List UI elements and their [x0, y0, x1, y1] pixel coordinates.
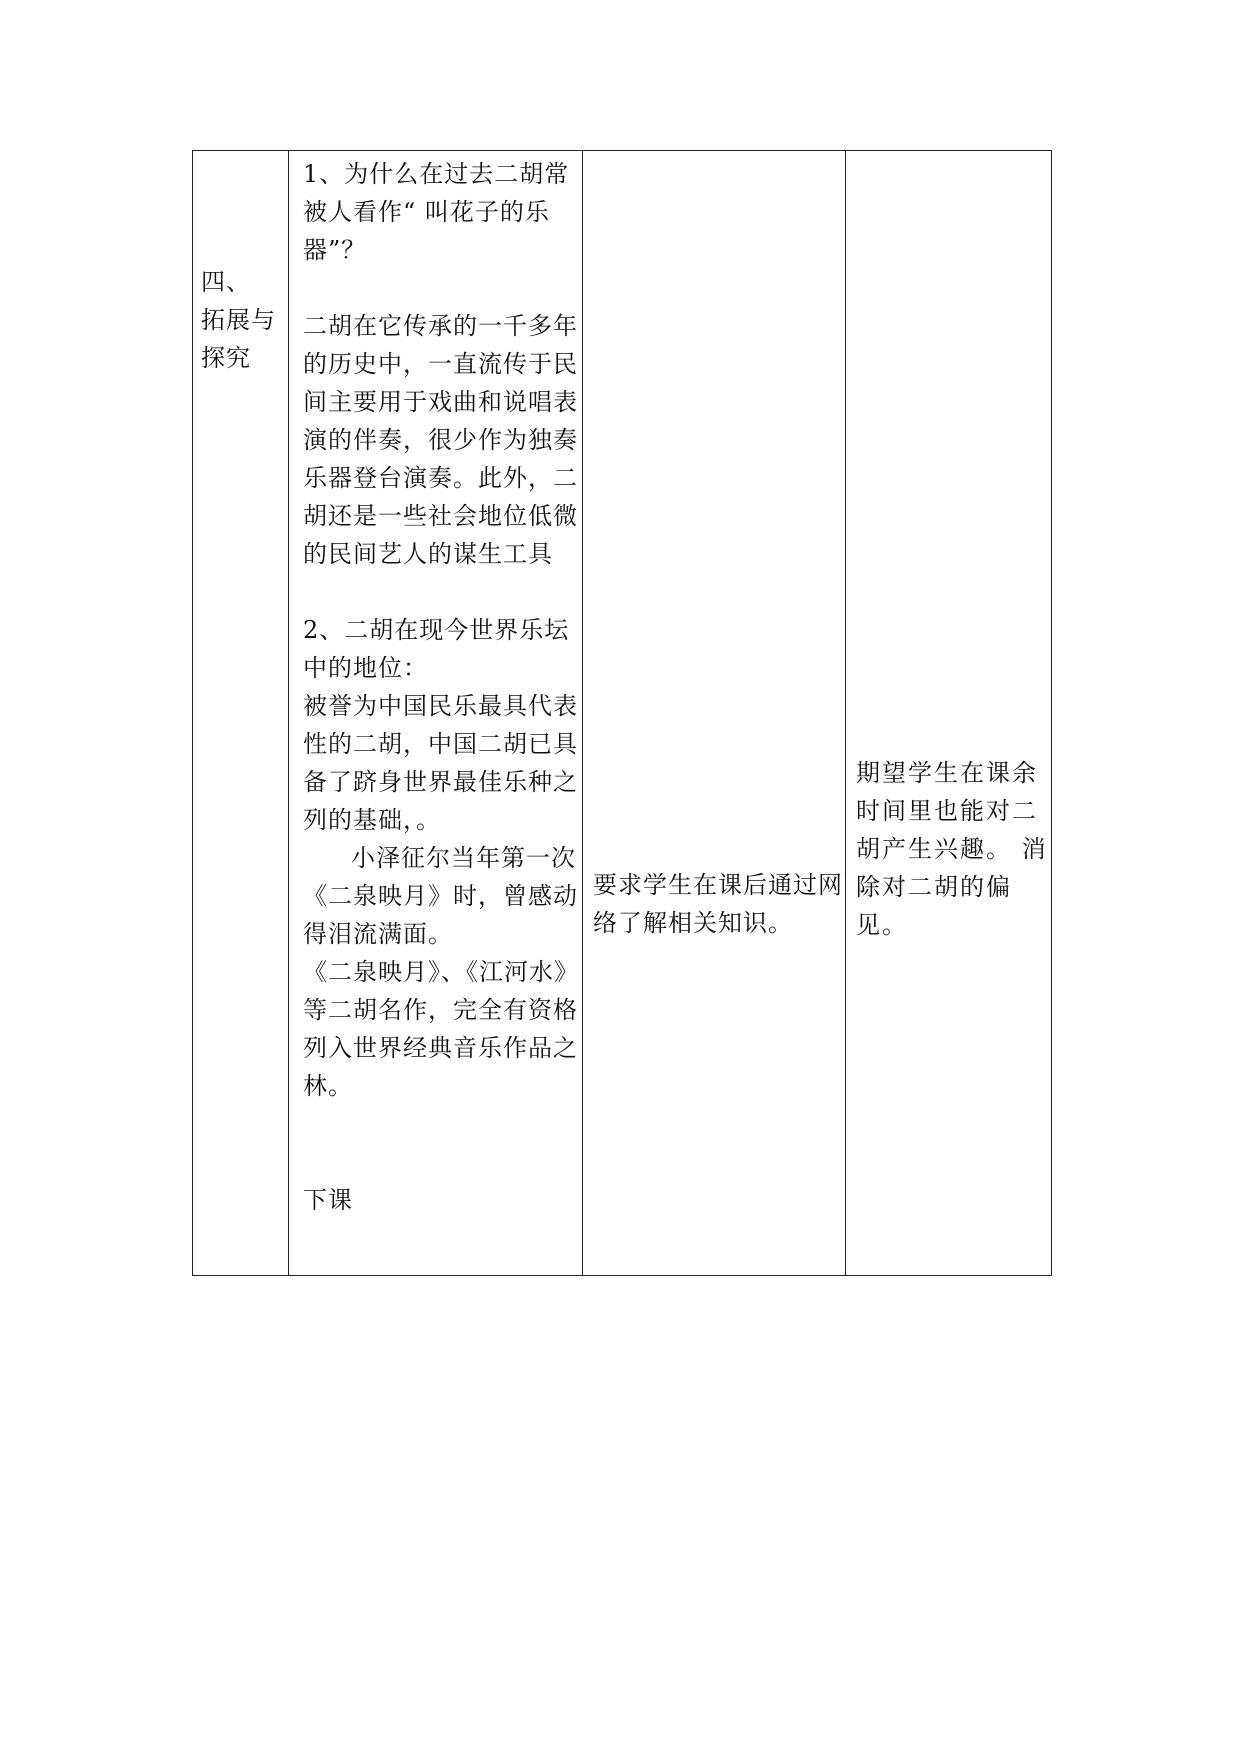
lesson-table — [192, 150, 1052, 1276]
section-label-cell — [201, 263, 283, 377]
design-intent-text: 期望学生在课余时间里也能对二胡产生兴趣。 消除对二胡的偏见。 — [856, 759, 1048, 939]
column-divider — [582, 151, 583, 1275]
answer-2-paragraph-2: 小泽征尔当年第一次《二泉映月》时，曾感动得泪流满面。 — [303, 844, 578, 948]
column-divider — [845, 151, 846, 1275]
teaching-content-cell — [303, 155, 578, 1219]
answer-1: 二胡在它传承的一千多年的历史中，一直流传于民间主要用于戏曲和说唱表演的伴奏，很少作为独奏乐器登台演奏。此外，二胡还是一些社会地位低微的民间艺人的谋生工具 — [303, 312, 578, 568]
question-1: 1、为什么在过去二胡常被人看作“ 叫花子的乐器”？ — [303, 160, 570, 264]
answer-2-paragraph-3: 《二泉映月》、《江河水》等二胡名作，完全有资格列入世界经典音乐作品之林。 — [303, 958, 578, 1100]
design-intent-cell — [856, 754, 1051, 944]
section-number: 四、 — [201, 268, 251, 296]
section-title-line2: 探究 — [201, 344, 251, 372]
answer-2-paragraph-1: 被誉为中国民乐最具代表性的二胡，中国二胡已具备了跻身世界最佳乐种之列的基础，。 — [303, 692, 578, 834]
student-activity-text: 要求学生在课后通过网络了解相关知识。 — [593, 871, 843, 937]
closing-text: 下课 — [303, 1186, 353, 1214]
question-2: 2、二胡在现今世界乐坛中的地位： — [303, 616, 570, 682]
section-title-line1: 拓展与 — [201, 306, 276, 334]
column-divider — [288, 151, 289, 1275]
student-activity-cell — [593, 866, 843, 942]
